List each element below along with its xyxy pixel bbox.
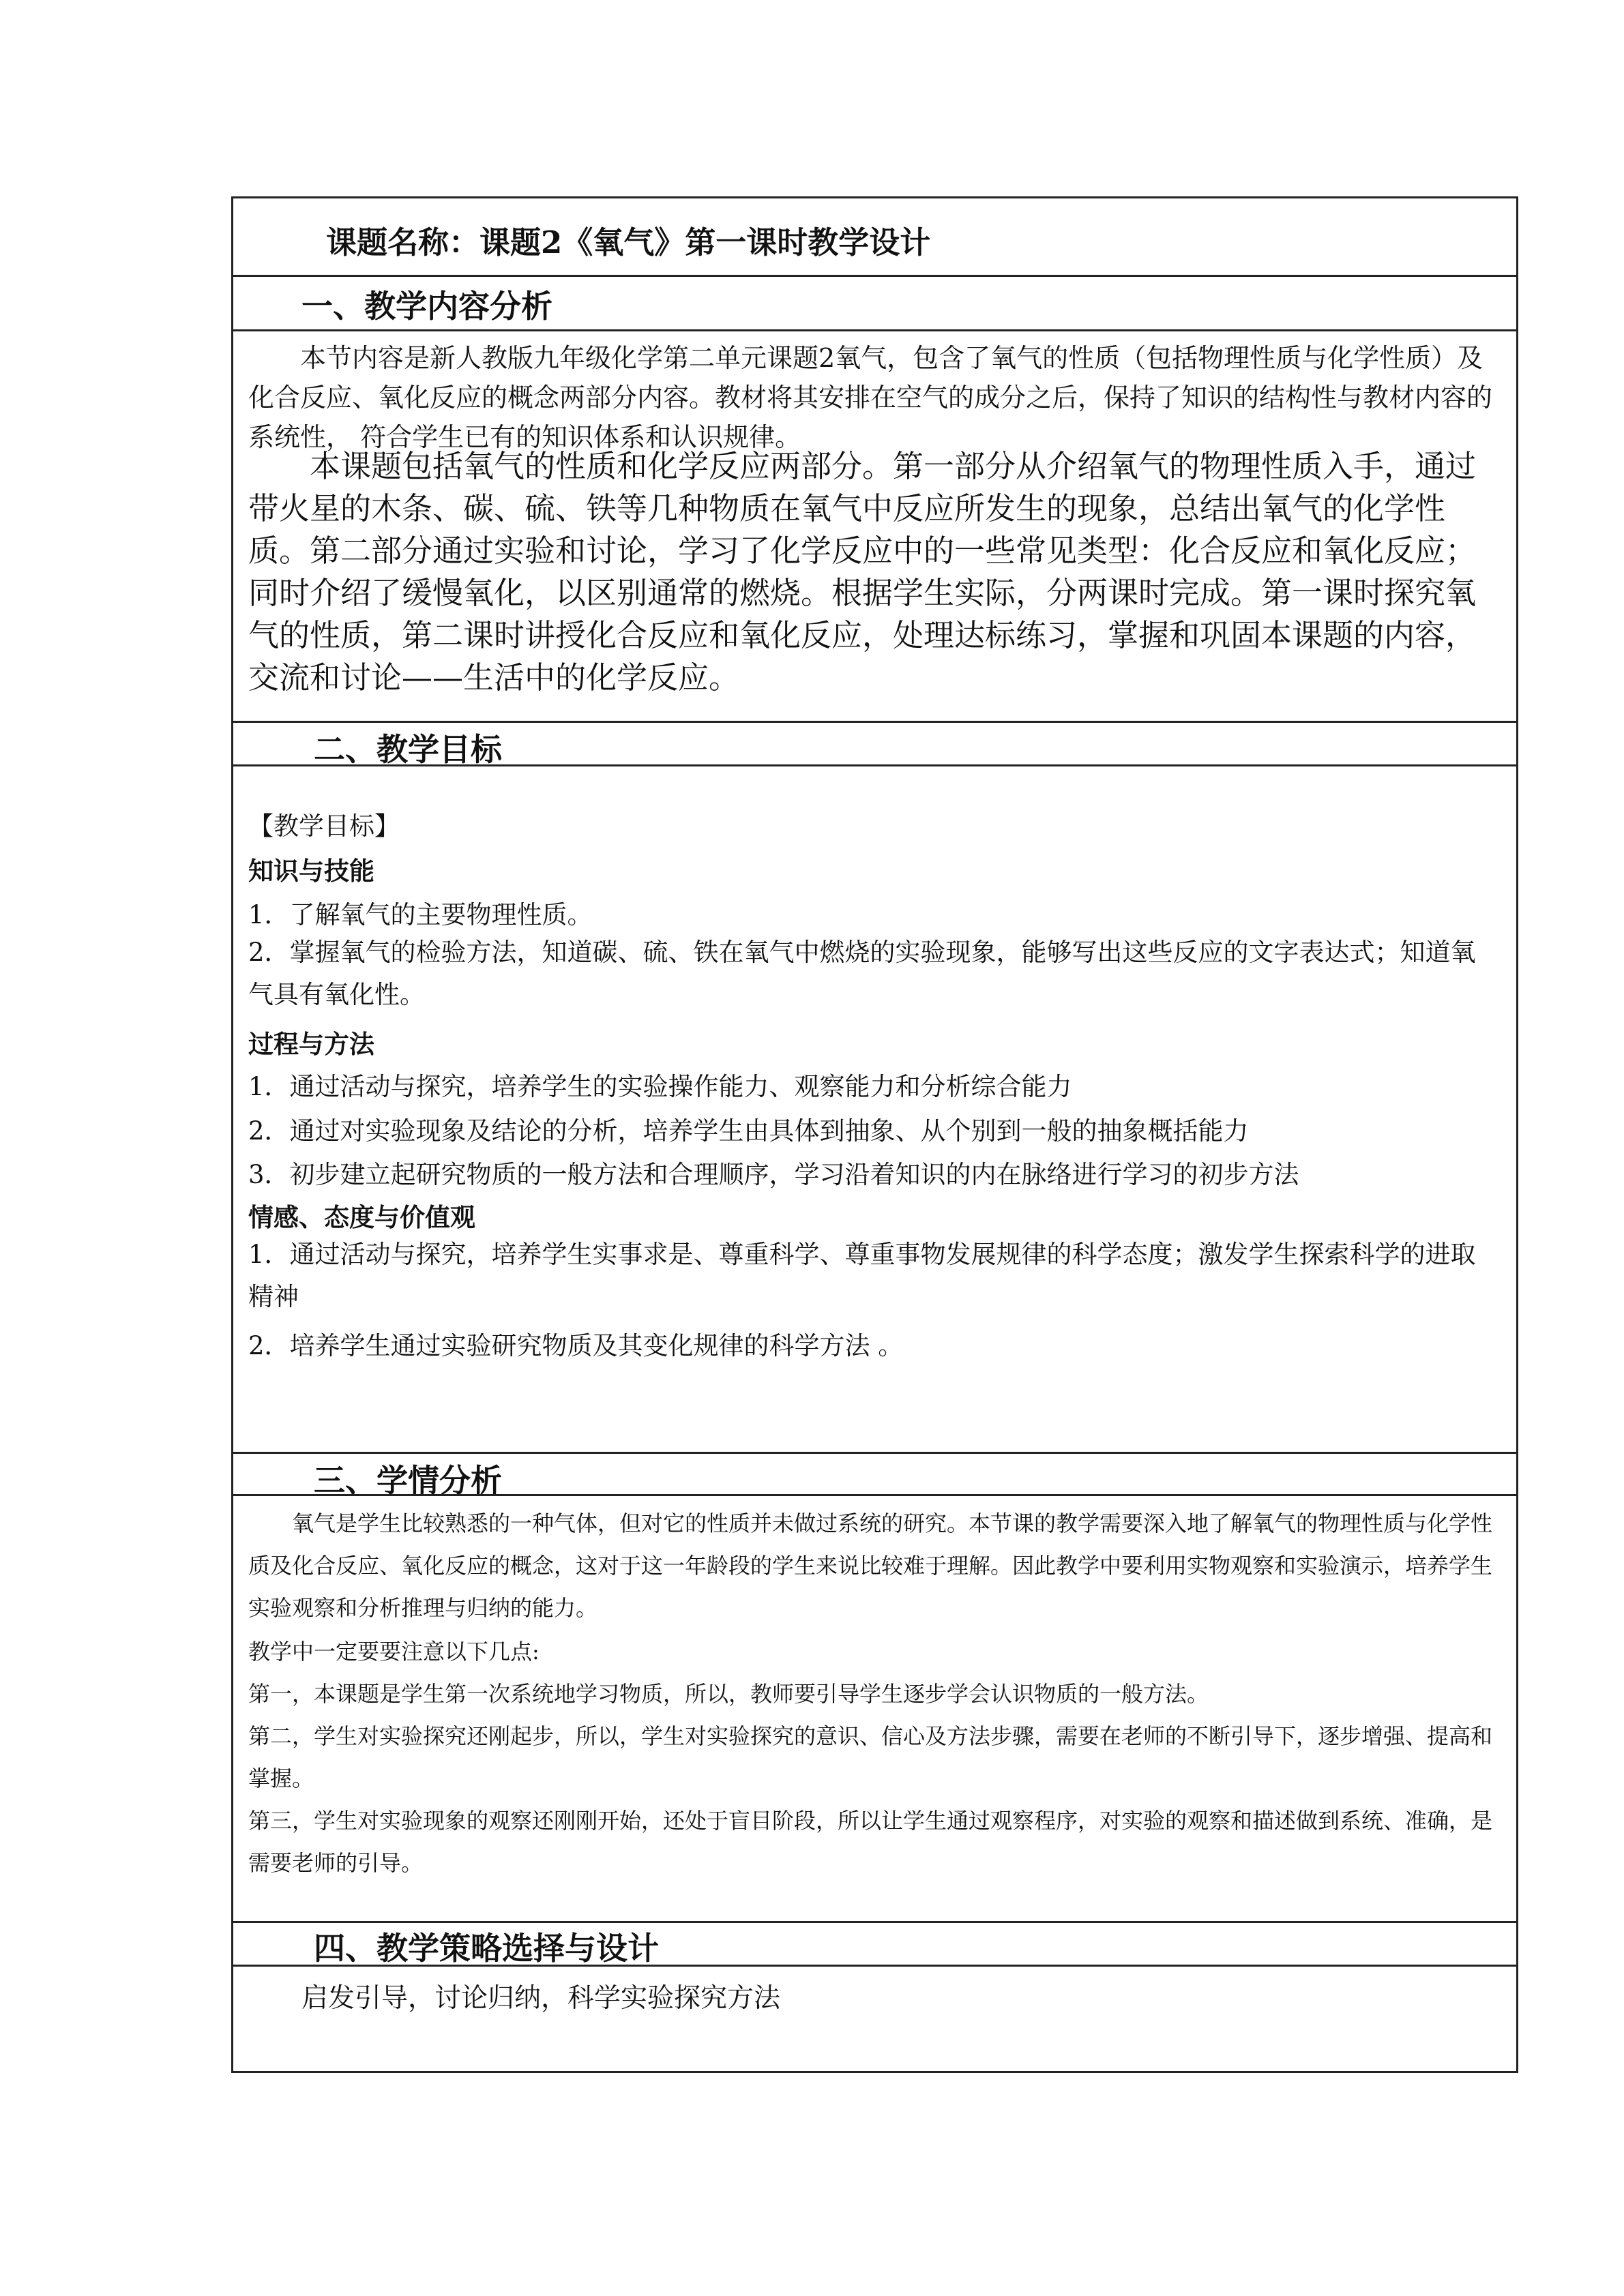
process-item-1: 1．通过活动与探究，培养学生的实验操作能力、观察能力和分析综合能力 — [248, 1072, 1072, 1101]
section-heading-learner-analysis: 三、学情分析 — [314, 1462, 502, 1499]
content-analysis-paragraph-2: 本课题包括氧气的性质和化学反应两部分。第一部分从介绍氧气的物理性质入手，通过带火星的木条、碳、硫、铁等几种物质在氧气中反应所发生的现象，总结出氧气的化学性质。第二部分通过实验和讨论，学习了化学反应中的一些常见类型：化合反应和氧化反应；同时介绍了缓慢氧化，以区别通常的燃烧。根据学生实际，分两课时完成。第一课时探究氧气的性质，第二课时讲授化合反应和氧化反应，处理达标练习，掌握和巩固本课题的内容，交流和讨论——生活中的化学反应。 — [248, 448, 1477, 696]
process-item-3: 3．初步建立起研究物质的一般方法和合理顺序，学习沿着知识的内在脉络进行学习的初步方法 — [248, 1160, 1299, 1189]
strategy-text: 启发引导，讨论归纳，科学实验探究方法 — [301, 1983, 781, 2014]
divider — [233, 721, 1516, 723]
divider — [233, 1921, 1516, 1923]
section-heading-content-analysis: 一、教学内容分析 — [301, 288, 552, 325]
divider — [233, 764, 1516, 766]
emotion-values-heading: 情感、态度与价值观 — [248, 1202, 475, 1232]
divider — [233, 275, 1516, 277]
emotion-item-1: 1．通过活动与探究，培养学生实事求是、尊重科学、尊重事物发展规律的科学态度；激发学生探索科学的进取精神 — [248, 1240, 1476, 1311]
divider — [233, 1452, 1516, 1454]
learner-analysis-note: 教学中一定要要注意以下几点: — [248, 1639, 540, 1665]
process-method-heading: 过程与方法 — [248, 1029, 374, 1059]
learner-analysis-second: 第二，学生对实验探究还刚起步，所以，学生对实验探究的意识、信心及方法步骤，需要在老师的不断引导下，逐步增强、提高和掌握。 — [248, 1723, 1493, 1791]
knowledge-item-1: 1．了解氧气的主要物理性质。 — [248, 900, 593, 929]
section-heading-teaching-goals: 二、教学目标 — [314, 731, 502, 768]
divider — [233, 329, 1516, 331]
emotion-item-2: 2．培养学生通过实验研究物质及其变化规律的科学方法 。 — [248, 1331, 904, 1360]
section-heading-strategy: 四、教学策略选择与设计 — [314, 1930, 659, 1967]
page-title: 课题名称：课题2《氧气》第一课时教学设计 — [326, 224, 931, 260]
knowledge-item-2: 2．掌握氧气的检验方法，知道碳、硫、铁在氧气中燃烧的实验现象，能够写出这些反应的文字表达式；知道氧气具有氧化性。 — [248, 938, 1476, 1009]
divider — [233, 1965, 1516, 1967]
learner-analysis-paragraph: 氧气是学生比较熟悉的一种气体，但对它的性质并未做过系统的研究。本节课的教学需要深入地了解氧气的物理性质与化学性质及化合反应、氧化反应的概念，这对于这一年龄段的学生来说比较难于理解。因此教学中要利用实物观察和实验演示，培养学生实验观察和分析推理与归纳的能力。 — [248, 1510, 1493, 1621]
divider — [233, 1494, 1516, 1496]
content-analysis-paragraph-1: 本节内容是新人教版九年级化学第二单元课题2氧气，包含了氧气的性质（包括物理性质与化学性质）及化合反应、氧化反应的概念两部分内容。教材将其安排在空气的成分之后，保持了知识的结构性与教材内容的系统性， 符合学生已有的知识体系和认识规律。 — [248, 343, 1493, 452]
learner-analysis-first: 第一，本课题是学生第一次系统地学习物质，所以，教师要引导学生逐步学会认识物质的一般方法。 — [248, 1681, 1209, 1707]
lesson-plan-table — [231, 196, 1518, 2073]
process-item-2: 2．通过对实验现象及结论的分析，培养学生由具体到抽象、从个别到一般的抽象概括能力 — [248, 1116, 1249, 1146]
learner-analysis-third: 第三，学生对实验现象的观察还刚刚开始，还处于盲目阶段，所以让学生通过观察程序，对实验的观察和描述做到系统、准确，是需要老师的引导。 — [248, 1808, 1493, 1876]
teaching-goals-label: 【教学目标】 — [248, 811, 400, 841]
knowledge-skills-heading: 知识与技能 — [248, 856, 374, 886]
